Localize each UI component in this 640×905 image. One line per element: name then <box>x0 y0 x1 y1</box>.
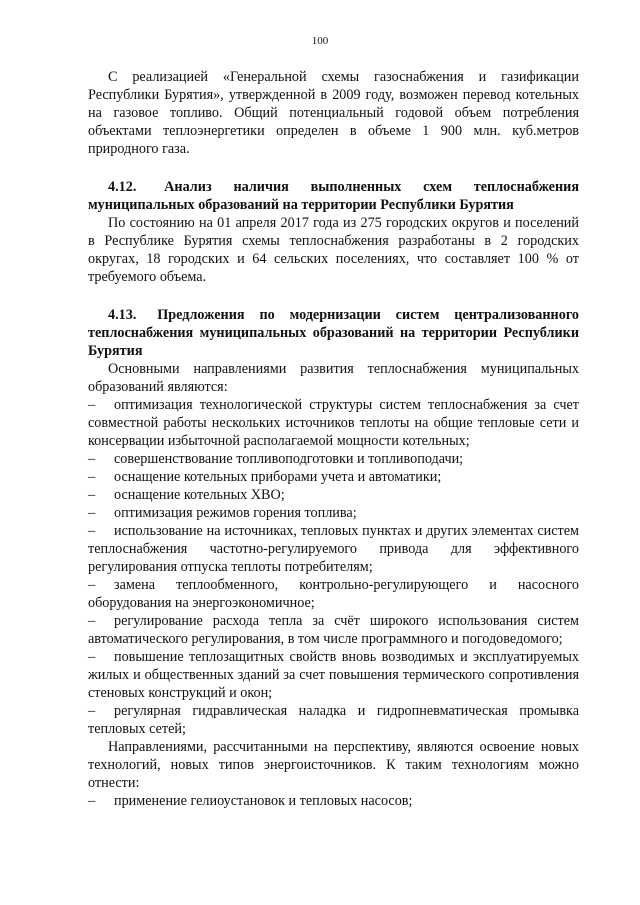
dash-marker: – <box>88 451 96 467</box>
list-item <box>88 504 579 522</box>
dash-marker: – <box>88 793 96 809</box>
list-item <box>88 468 579 486</box>
list-item-text: использование на источниках, тепловых пунктах и других элементах систем теплоснабжения частотно-регулируемого привода для эффективного регулирования отпуска теплоты потребителям; <box>88 523 579 575</box>
section-4-12-paragraph: По состоянию на 01 апреля 2017 года из 275 городских округов и поселений в Республике Бурятия схемы теплоснабжения разработаны в 2 городских округах, 18 городских и 64 сельских поселениях, что составляет 100 % от требуемого объема. <box>88 215 579 285</box>
list-item <box>88 576 579 612</box>
dash-marker: – <box>88 649 96 665</box>
dash-marker: – <box>88 487 96 503</box>
section-4-13-heading <box>88 306 579 360</box>
section-4-12-heading <box>88 178 579 214</box>
list-item <box>88 450 579 468</box>
list-item <box>88 792 579 810</box>
list-item-text: повышение теплозащитных свойств вновь возводимых и эксплуатируемых жилых и общественных зданий за счет повышения термического сопротивления стеновых конструкций и окон; <box>88 649 579 701</box>
list-item <box>88 396 579 450</box>
future-paragraph: Направлениями, рассчитанными на перспективу, являются освоение новых технологий, новых типов энергоисточников. К таким технологиям можно отнести: <box>88 739 579 791</box>
dash-marker: – <box>88 397 96 413</box>
list-item-text: оптимизация технологической структуры систем теплоснабжения за счет совместной работы нескольких источников теплоты на общие тепловые сети и консервации избыточной располагаемой мощности котельных; <box>88 397 579 449</box>
list-item <box>88 702 579 738</box>
section-4-13-title: Предложения по модернизации систем централизованного теплоснабжения муниципальных образований на территории Республики Бурятия <box>88 307 580 359</box>
list-item-text: оптимизация режимов горения топлива; <box>114 505 357 521</box>
section-4-13-lead: Основными направлениями развития теплоснабжения муниципальных образований являются: <box>88 361 579 395</box>
list-item <box>88 612 579 648</box>
document-body <box>88 68 579 810</box>
list-item-text: применение гелиоустановок и тепловых насосов; <box>114 793 413 809</box>
dash-marker: – <box>88 469 96 485</box>
list-item-text: регулярная гидравлическая наладка и гидропневматическая промывка тепловых сетей; <box>88 703 579 737</box>
list-item-text: оснащение котельных ХВО; <box>114 487 285 503</box>
section-4-13-number: 4.13. <box>108 307 137 323</box>
dash-marker: – <box>88 613 96 629</box>
page-number: 100 <box>311 35 329 47</box>
list-item-text: оснащение котельных приборами учета и автоматики; <box>114 469 442 485</box>
list-item-text: замена теплообменного, контрольно-регулирующего и насосного оборудования на энергоэкономичное; <box>88 577 579 611</box>
section-4-12-number: 4.12. <box>108 179 137 195</box>
list-item-text: регулирование расхода тепла за счёт широкого использования систем автоматического регулирования, в том числе программного и погодоведомого; <box>88 613 579 647</box>
list-item <box>88 522 579 576</box>
dash-marker: – <box>88 505 96 521</box>
intro-paragraph: С реализацией «Генеральной схемы газоснабжения и газификации Республики Бурятия», утвержденной в 2009 году, возможен перевод котельных на газовое топливо. Общий потенциальный годовой объем потребления объектами теплоэнергетики определен в объеме 1 900 млн. куб.метров природного газа. <box>88 69 579 157</box>
section-4-12-title: Анализ наличия выполненных схем теплоснабжения муниципальных образований на территории Республики Бурятия <box>88 179 580 213</box>
bullet-list <box>88 396 579 738</box>
dash-marker: – <box>88 703 96 719</box>
list-item <box>88 648 579 702</box>
dash-marker: – <box>88 523 96 539</box>
future-bullet-list <box>88 792 579 810</box>
list-item-text: совершенствование топливоподготовки и топливоподачи; <box>114 451 464 467</box>
list-item <box>88 486 579 504</box>
dash-marker: – <box>88 577 96 593</box>
